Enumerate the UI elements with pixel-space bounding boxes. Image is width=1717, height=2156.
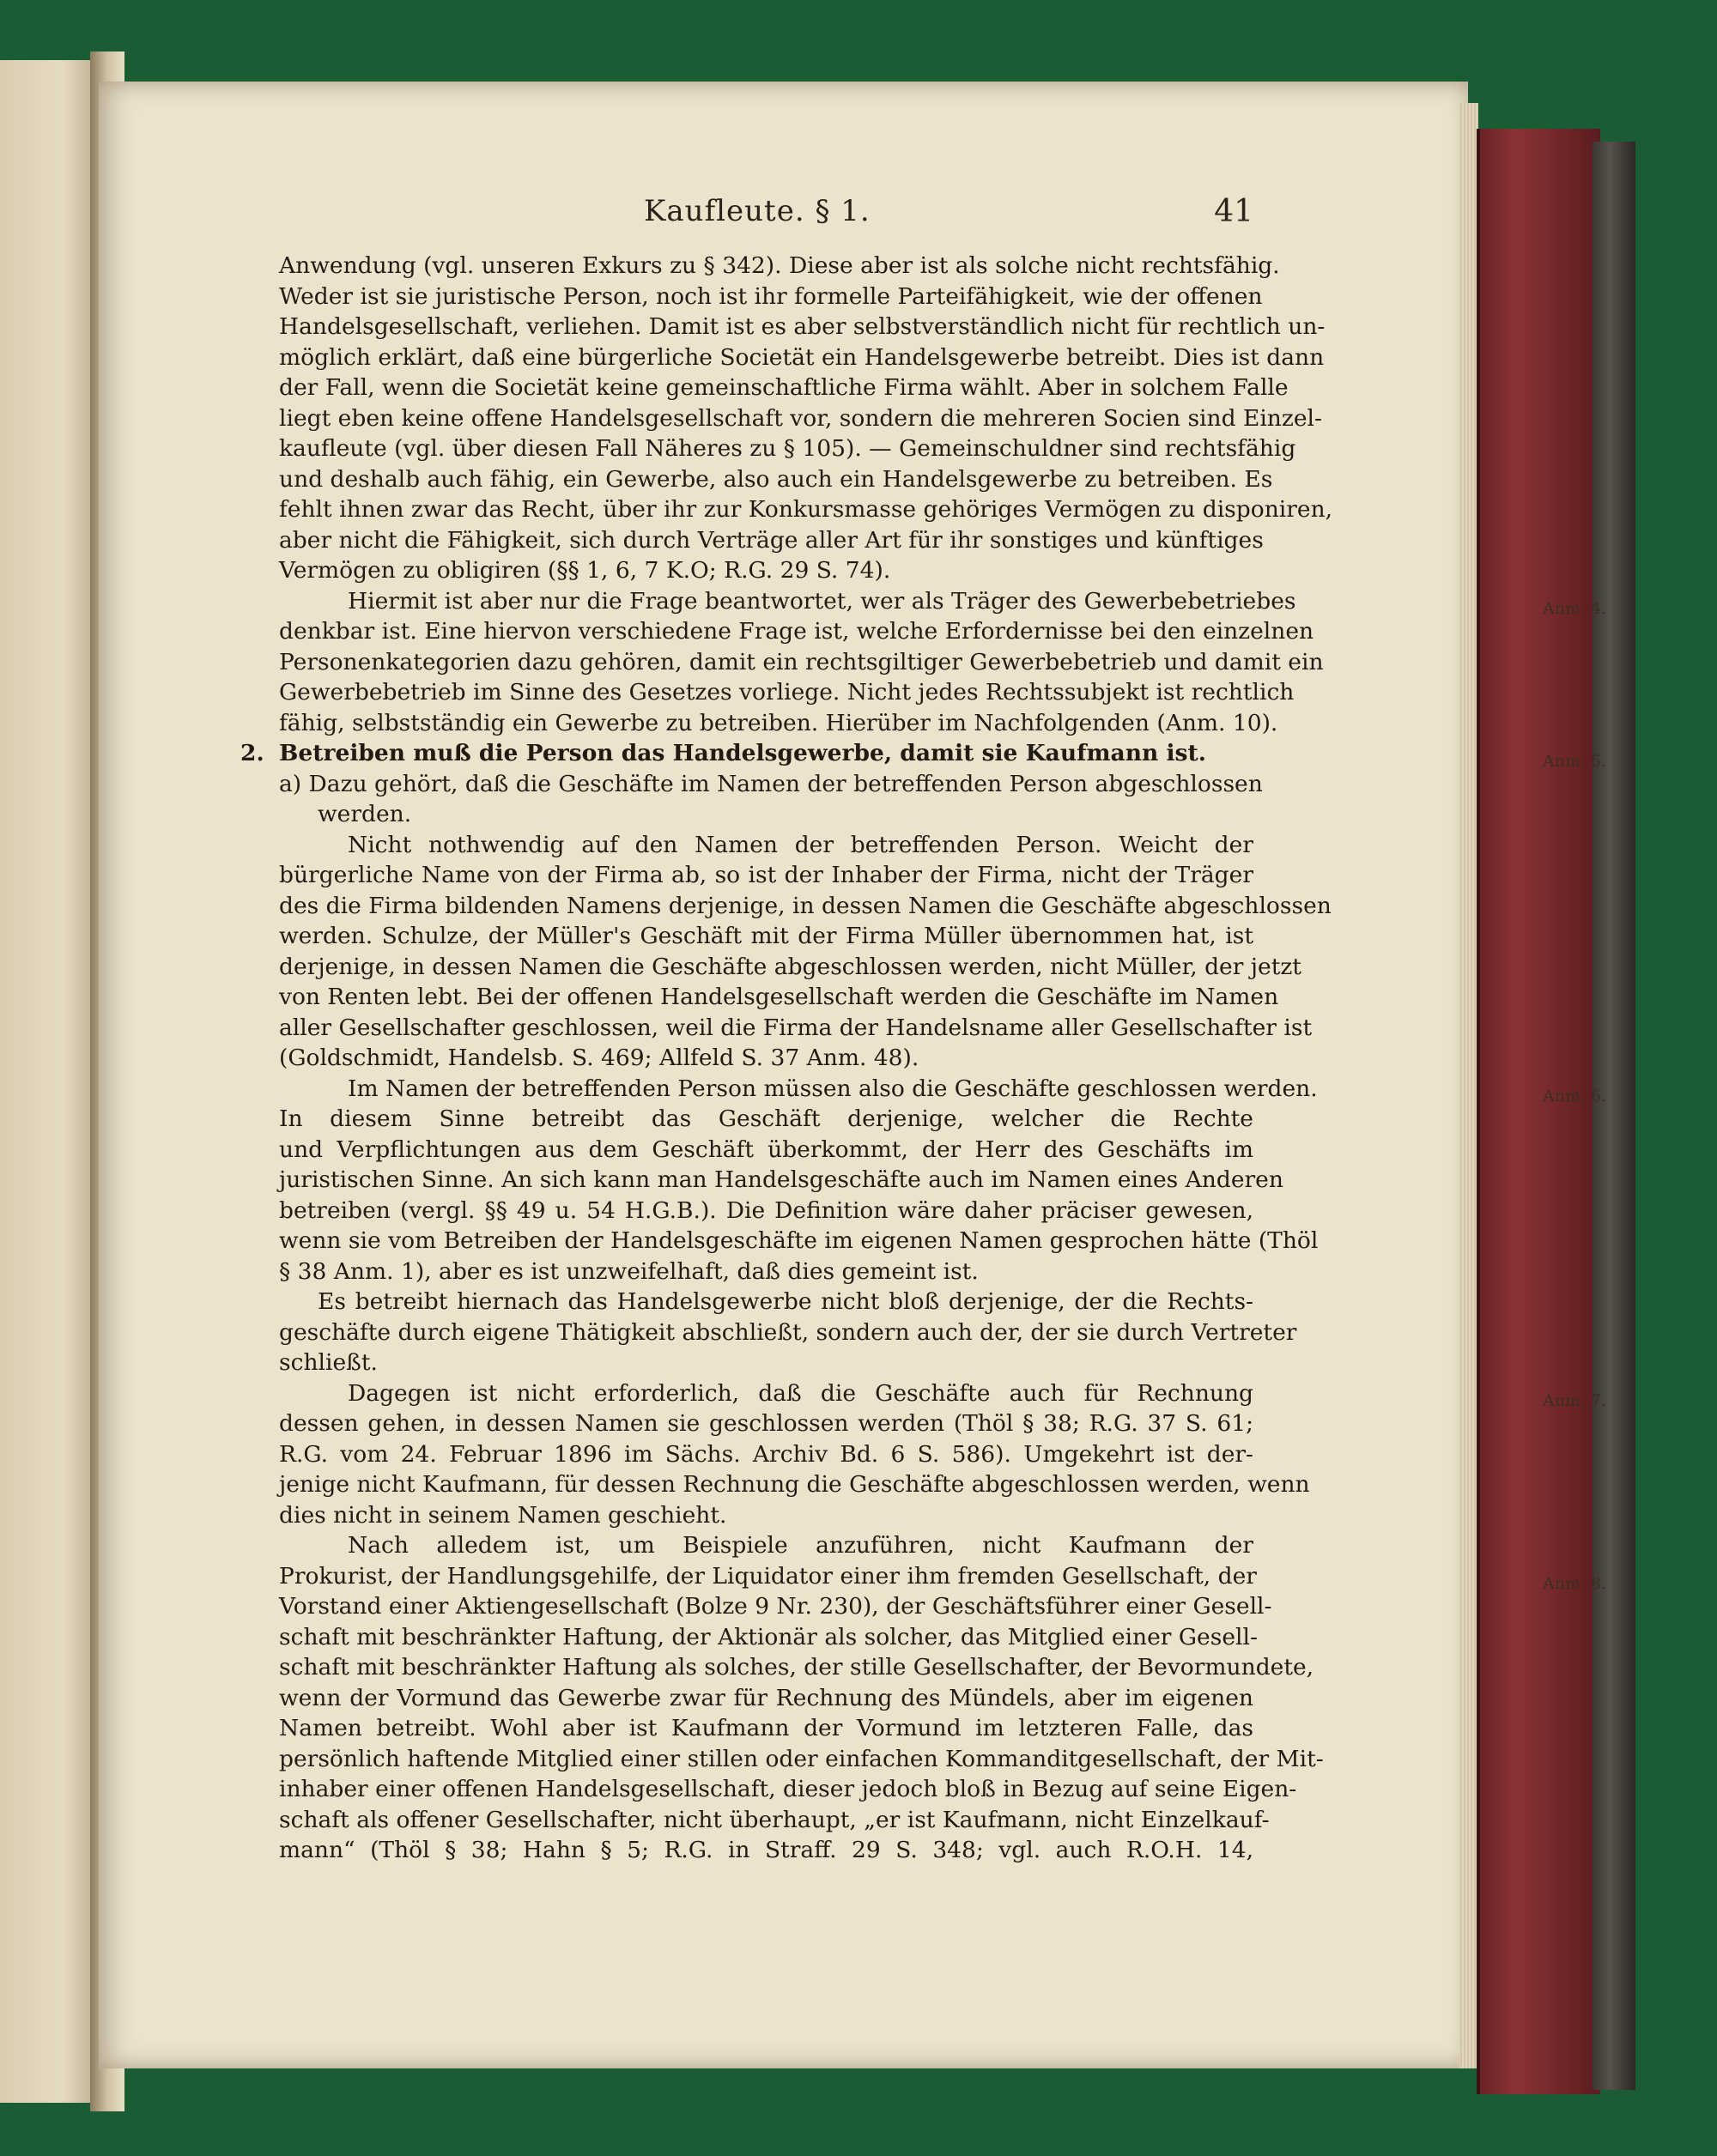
text-line: aller Gesellschafter geschlossen, weil die Firma der Handelsname aller Gesellschafter ist — [279, 1014, 1313, 1041]
marginal-note: Anm. 4. — [1543, 599, 1607, 618]
text-line: Nach alledem ist, um Beispiele anzuführen, nicht Kaufmann der — [348, 1532, 1253, 1559]
text-line: Es betreibt hiernach das Handelsgewerbe nicht bloß derjenige, der die Rechts- — [318, 1288, 1253, 1315]
running-header — [283, 180, 1253, 232]
text-line: Personenkategorien dazu gehören, damit ein rechtsgiltiger Gewerbebetrieb und damit ein — [279, 648, 1324, 675]
text-line: a) Dazu gehört, daß die Geschäfte im Namen der betreffenden Person abgeschlossen — [279, 770, 1263, 797]
text-line: Prokurist, der Handlungsgehilfe, der Liquidator einer ihm fremden Gesellschaft, der — [279, 1562, 1257, 1590]
text-line: (Goldschmidt, Handelsb. S. 469; Allfeld S. 37 Anm. 48). — [279, 1045, 919, 1071]
text-line: und deshalb auch fähig, ein Gewerbe, also auch ein Handelsgewerbe zu betreiben. Es — [279, 465, 1273, 493]
text-line: juristischen Sinne. An sich kann man Handelsgeschäfte auch im Namen eines Anderen — [279, 1166, 1283, 1193]
text-line: betreiben (vergl. §§ 49 u. 54 H.G.B.). Die Definition wäre daher präciser gewesen, — [279, 1196, 1253, 1224]
text-line: Im Namen der betreffenden Person müssen also die Geschäfte geschlossen werden. — [348, 1075, 1318, 1102]
text-line: der Fall, wenn die Societät keine gemeinschaftliche Firma wählt. Aber in solchem Falle — [279, 374, 1289, 401]
text-line: persönlich haftende Mitglied einer stillen oder einfachen Kommanditgesellschaft, der Mit- — [279, 1745, 1324, 1772]
text-line: Dagegen ist nicht erforderlich, daß die Geschäfte auch für Rechnung — [348, 1379, 1253, 1407]
text-line: § 38 Anm. 1), aber es ist unzweifelhaft, daß dies gemeint ist. — [279, 1257, 979, 1285]
text-line: dessen gehen, in dessen Namen sie geschlossen werden (Thöl § 38; R.G. 37 S. 61; — [279, 1410, 1253, 1437]
text-line: fehlt ihnen zwar das Recht, über ihr zur Konkursmasse gehöriges Vermögen zu disponiren, — [279, 496, 1333, 523]
section-number: 2. — [240, 740, 264, 766]
text-line: inhaber einer offenen Handelsgesellschaft, dieser jedoch bloß in Bezug auf seine Eigen- — [279, 1776, 1297, 1802]
text-line: derjenige, in dessen Namen die Geschäfte abgeschlossen werden, nicht Müller, der jetzt — [279, 953, 1301, 980]
text-line: werden. — [318, 801, 412, 827]
text-line: des die Firma bildenden Namens derjenige, in dessen Namen die Geschäfte abgeschlossen — [279, 892, 1332, 919]
text-line: Vorstand einer Aktiengesellschaft (Bolze 9 Nr. 230), der Geschäftsführer einer Gesell- — [279, 1593, 1272, 1620]
marginal-note: Anm. 6. — [1543, 1087, 1607, 1105]
text-line: schaft mit beschränkter Haftung als solches, der stille Gesellschafter, der Bevormundete, — [279, 1654, 1314, 1681]
marginal-note: Anm. 5. — [1543, 752, 1607, 771]
text-line: von Renten lebt. Bei der offenen Handelsgesellschaft werden die Geschäfte im Namen — [279, 984, 1279, 1010]
text-line — [240, 738, 1253, 769]
text-line: aber nicht die Fähigkeit, sich durch Verträge aller Art für ihr sonstiges und künftiges — [279, 526, 1264, 554]
section-heading: Betreiben muß die Person das Handelsgewerbe, damit sie Kaufmann ist. — [279, 740, 1206, 766]
text-line: bürgerliche Name von der Firma ab, so ist der Inhaber der Firma, nicht der Träger — [279, 862, 1253, 888]
text-line: jenige nicht Kaufmann, für dessen Rechnung die Geschäfte abgeschlossen werden, wenn — [279, 1471, 1310, 1498]
text-line: In diesem Sinne betreibt das Geschäft derjenige, welcher die Rechte — [279, 1105, 1253, 1132]
text-line: schließt. — [279, 1349, 378, 1376]
text-line: mann“ (Thöl § 38; Hahn § 5; R.G. in Straff. 29 S. 348; vgl. auch R.O.H. 14, — [279, 1837, 1253, 1863]
text-line: werden. Schulze, der Müller's Geschäft mit der Firma Müller übernommen hat, ist — [279, 923, 1253, 949]
text-line: Hiermit ist aber nur die Frage beantwortet, wer als Träger des Gewerbebetriebes — [348, 587, 1296, 615]
text-line: dies nicht in seinem Namen geschieht. — [279, 1501, 727, 1529]
text-line: schaft als offener Gesellschafter, nicht überhaupt, „er ist Kaufmann, nicht Einzelkauf- — [279, 1806, 1270, 1833]
body-text — [240, 251, 1607, 1866]
text-line: denkbar ist. Eine hiervon verschiedene Frage ist, welche Erfordernisse bei den einzelnen — [279, 618, 1314, 645]
marginal-note: Anm. 7. — [1543, 1391, 1607, 1410]
text-line: Gewerbebetrieb im Sinne des Gesetzes vorliege. Nicht jedes Rechtssubjekt ist rechtlich — [279, 679, 1295, 706]
page-number: 41 — [1214, 194, 1253, 229]
header-title: Kaufleute. § 1. — [644, 194, 871, 228]
page-edges — [1459, 103, 1478, 2068]
marginal-note: Anm. 8. — [1543, 1574, 1607, 1593]
text-line: Weder ist sie juristische Person, noch ist ihr formelle Parteifähigkeit, wie der offenen — [279, 282, 1263, 310]
text-line: fähig, selbstständig ein Gewerbe zu betreiben. Hierüber im Nachfolgenden (Anm. 10). — [279, 709, 1278, 736]
text-line: Namen betreibt. Wohl aber ist Kaufmann der Vormund im letzteren Falle, das — [279, 1715, 1253, 1741]
text-line: geschäfte durch eigene Thätigkeit abschließt, sondern auch der, der sie durch Vertreter — [279, 1318, 1297, 1346]
text-line: R.G. vom 24. Februar 1896 im Sächs. Archiv Bd. 6 S. 586). Umgekehrt ist der- — [279, 1440, 1253, 1468]
book-cover-dark — [1593, 142, 1635, 2090]
text-line: Anwendung (vgl. unseren Exkurs zu § 342). Diese aber ist als solche nicht rechtsfähig. — [279, 252, 1280, 279]
text-line: möglich erklärt, daß eine bürgerliche Societät ein Handelsgewerbe betreibt. Dies ist dann — [279, 343, 1325, 371]
text-line: und Verpflichtungen aus dem Geschäft überkommt, der Herr des Geschäfts im — [279, 1136, 1253, 1163]
text-line: wenn sie vom Betreiben der Handelsgeschäfte im eigenen Namen gesprochen hätte (Thöl — [279, 1227, 1319, 1254]
text-line: wenn der Vormund das Gewerbe zwar für Rechnung des Mündels, aber im eigenen — [279, 1684, 1253, 1711]
text-line: liegt eben keine offene Handelsgesellschaft vor, sondern die mehreren Socien sind Einzel- — [279, 404, 1322, 432]
text-line: Nicht nothwendig auf den Namen der betreffenden Person. Weicht der — [348, 831, 1253, 858]
text-line: Handelsgesellschaft, verliehen. Damit ist es aber selbstverständlich nicht für rechtlich un- — [279, 313, 1326, 340]
text-line: Vermögen zu obligiren (§§ 1, 6, 7 K.O; R.G. 29 S. 74). — [279, 557, 891, 584]
text-line: schaft mit beschränkter Haftung, der Aktionär als solcher, das Mitglied einer Gesell- — [279, 1623, 1258, 1650]
text-line: kaufleute (vgl. über diesen Fall Näheres zu § 105). — Gemeinschuldner sind rechtsfähig — [279, 435, 1296, 462]
